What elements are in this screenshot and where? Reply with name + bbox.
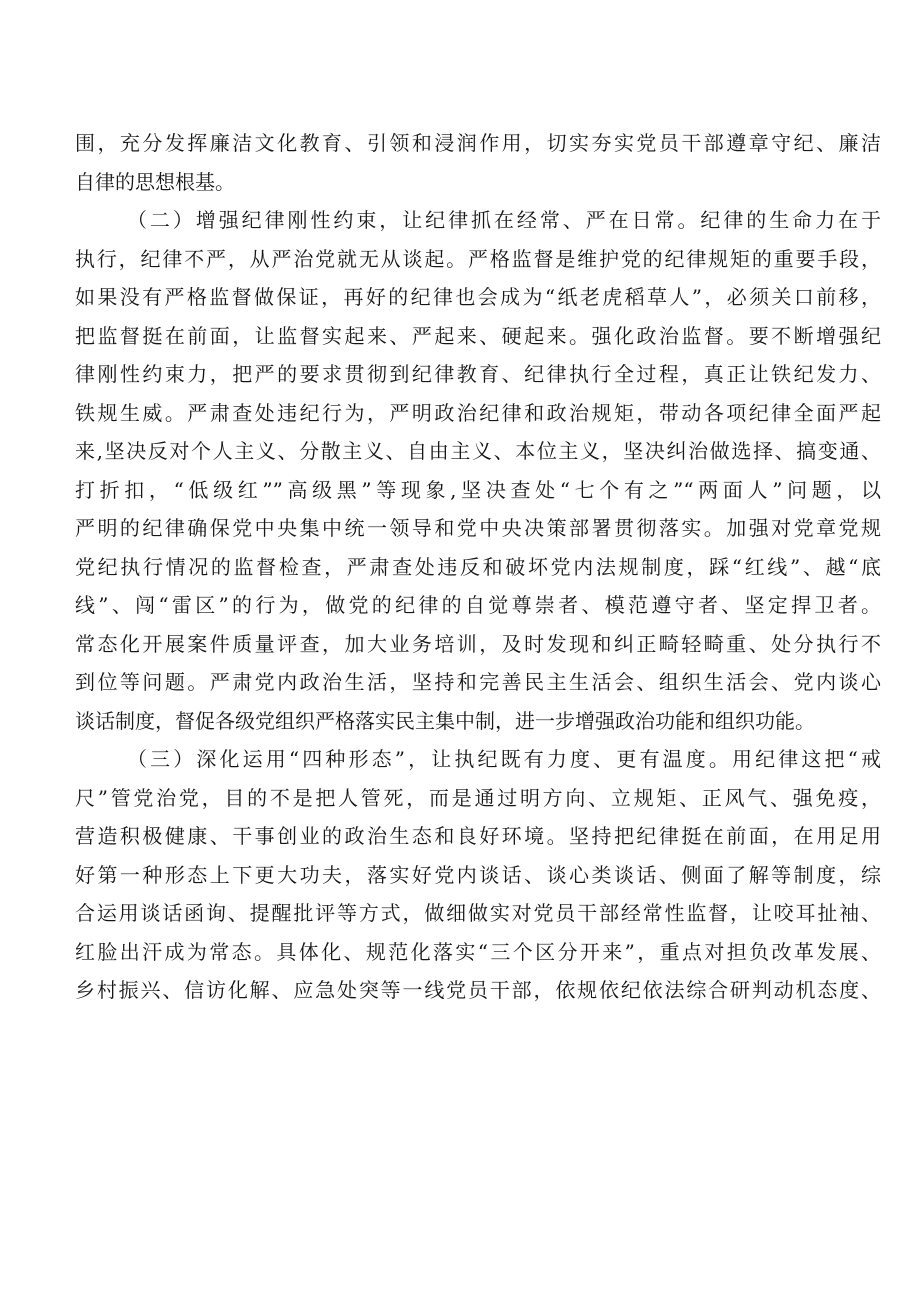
text-line: 来,坚决反对个人主义、分散主义、自由主义、本位主义，坚决纠治做选择、搞变通、 xyxy=(75,439,881,463)
paragraph-continuation xyxy=(75,124,881,201)
text-line: 红脸出汗成为常态。具体化、规范化落实“三个区分开来”，重点对担负改革发展、 xyxy=(75,939,881,964)
text-line: 到位等问题。严肃党内政治生活，坚持和完善民主生活会、组织生活会、党内谈心 xyxy=(75,670,881,694)
text-line: 把监督挺在前面，让监督实起来、严起来、硬起来。强化政治监督。要不断增强纪 xyxy=(75,323,881,348)
text-line: 打折扣，“低级红””高级黑”等现象,坚决查处“七个有之”“两面人”问题，以 xyxy=(75,477,881,502)
text-line: 自律的思想根基。 xyxy=(75,169,235,194)
text-line: 常态化开展案件质量评查，加大业务培训，及时发现和纠正畸轻畸重、处分执行不 xyxy=(75,631,881,656)
text-line: 铁规生威。严肃查处违纪行为，严明政治纪律和政治规矩，带动各项纪律全面严起 xyxy=(75,400,881,425)
text-line: 营造积极健康、干事创业的政治生态和良好环境。坚持把纪律挺在前面，在用足用 xyxy=(75,824,881,848)
text-line: 党纪执行情况的监督检查，严肃查处违反和破坏党内法规制度，踩“红线”、越“底 xyxy=(75,554,881,579)
text-line: 乡村振兴、信访化解、应急处突等一线党员干部，依规依纪依法综合研判动机态度、 xyxy=(75,978,881,1002)
paragraph-section-two xyxy=(75,201,881,740)
text-line: 律刚性约束力，把严的要求贯彻到纪律教育、纪律执行全过程，真正让铁纪发力、 xyxy=(75,362,881,386)
text-line: 如果没有严格监督做保证，再好的纪律也会成为“纸老虎稻草人”，必须关口前移， xyxy=(75,285,881,309)
text-line: 严明的纪律确保党中央集中统一领导和党中央决策部署贯彻落实。加强对党章党规 xyxy=(75,516,881,540)
document-body xyxy=(75,124,881,1010)
text-line: 执行，纪律不严，从严治党就无从谈起。严格监督是维护党的纪律规矩的重要手段， xyxy=(75,246,881,271)
text-line: 线”、闯“雷区”的行为，做党的纪律的自觉尊崇者、模范遵守者、坚定捍卫者。 xyxy=(75,593,881,617)
text-line: 尺”管党治党，目的不是把人管死，而是通过明方向、立规矩、正风气、强免疫， xyxy=(75,785,881,810)
text-line: （三）深化运用“四种形态”，让执纪既有力度、更有温度。用纪律这把“戒 xyxy=(127,747,881,771)
paragraph-section-three xyxy=(75,740,881,1010)
text-line: 谈话制度，督促各级党组织严格落实民主集中制，进一步增强政治功能和组织功能。 xyxy=(75,708,815,733)
text-line: 合运用谈话函询、提醒批评等方式，做细做实对党员干部经常性监督，让咬耳扯袖、 xyxy=(75,901,881,925)
text-line: 好第一种形态上下更大功夫，落实好党内谈话、谈心类谈话、侧面了解等制度，综 xyxy=(75,862,881,887)
text-line: 围，充分发挥廉洁文化教育、引领和浸润作用，切实夯实党员干部遵章守纪、廉洁 xyxy=(75,131,881,155)
text-line: （二）增强纪律刚性约束，让纪律抓在经常、严在日常。纪律的生命力在于 xyxy=(127,208,881,232)
